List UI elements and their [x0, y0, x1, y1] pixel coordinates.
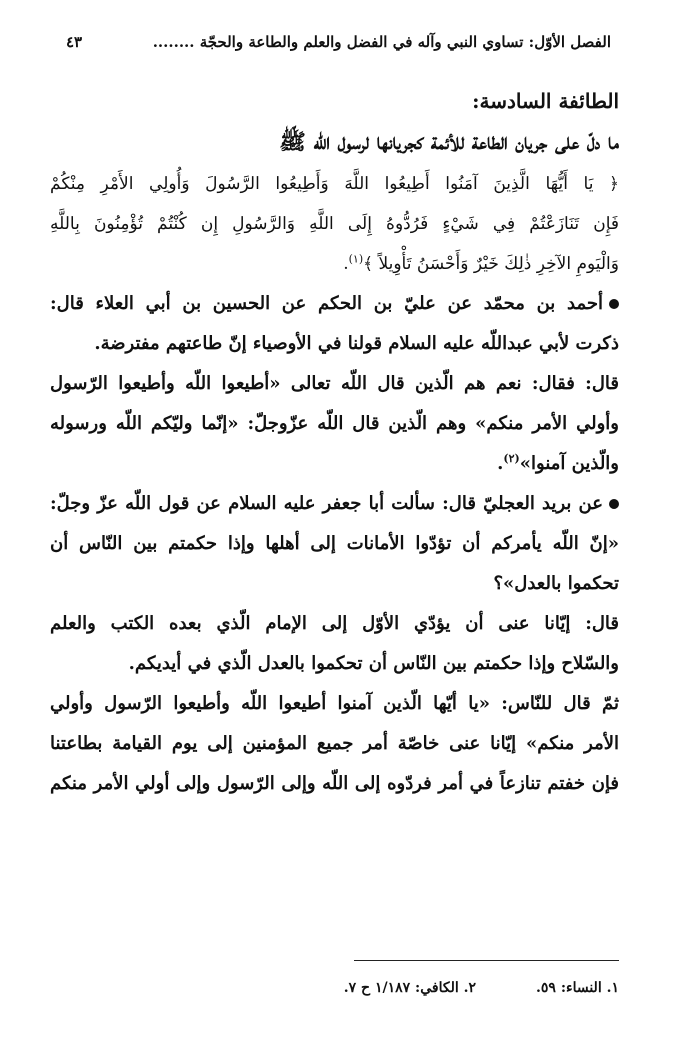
page-number: ٤٣ — [66, 33, 83, 51]
verse-line: ﴿ يَا أَيُّهَا الَّذِينَ آمَنُوا أَطِيعُوا اللَّهَ وَأَطِيعُوا الرَّسُولَ وَأُولِي الأَمْرِ مِنْكُمْ — [50, 174, 619, 194]
verse-line: وَالْيَومِ الآخِرِ ذٰلِكَ خَيْرٌ وَأَحْسَنُ تَأْوِيلاً ﴾$^{(١)}$. — [343, 252, 619, 274]
paragraph-1 — [50, 364, 619, 484]
hadith-2 — [50, 484, 619, 604]
hadith-line: «إنّ اللّه يأمركم أن تؤدّوا الأمانات إلى أهلها وإذا حكمتم بين النّاس أن — [50, 533, 619, 554]
footnote-2: ٢. الكافي: ١/١٨٧ ح ٧. — [343, 980, 477, 996]
quran-verse — [50, 164, 619, 284]
paragraph-line: فإن خفتم تنازعاً في أمر فردّوه إلى اللّه وإلى الرّسول وإلى أولي الأمر منكم — [50, 773, 619, 794]
main-heading: ما دلّ على جريان الطاعة للأئمة كجريانها لرسول اللّه ﷺ — [279, 129, 619, 155]
paragraph-3 — [50, 684, 619, 804]
verse-line: فَإِن تَنَازَعْتُمْ فِي شَيْءٍ فَرُدُّوهُ إِلَى اللَّهِ وَالرَّسُولِ إِن كُنْتُمْ تُؤْمِنُونَ بِاللَّهِ — [50, 214, 619, 234]
bullet-icon — [609, 499, 619, 509]
hadith-line: تحكموا بالعدل»؟ — [493, 573, 619, 594]
paragraph-line-text: والّذين آمنوا» — [519, 453, 619, 474]
page-body — [50, 82, 619, 963]
hadith-line — [50, 484, 619, 524]
hadith-line-text: أحمد بن محمّد عن عليّ بن الحكم عن الحسين بن أبي العلاء قال: — [50, 293, 603, 314]
paragraph-line: الأمر منكم» إيّانا عنى خاصّة أمر جميع المؤمنين إلى يوم القيامة بطاعتنا — [50, 733, 619, 754]
running-header — [66, 30, 611, 54]
hadith-line — [50, 284, 619, 324]
paragraph-line: ثمّ قال للنّاس: «يا أيّها الّذين آمنوا أطيعوا اللّه وأطيعوا الرّسول وأولي — [50, 693, 619, 714]
paragraph-line: والسّلاح وإذا حكمتم بين النّاس أن تحكموا بالعدل الّذي في أيديكم. — [128, 653, 619, 674]
hadith-1 — [50, 284, 619, 364]
paragraph-line: وأولي الأمر منكم» وهم الّذين قال اللّه عزّوجلّ: «إنّما وليّكم اللّه ورسوله — [50, 413, 619, 434]
bullet-icon — [609, 299, 619, 309]
verse-line-text: وَالْيَومِ الآخِرِ ذٰلِكَ خَيْرٌ وَأَحْسَنُ تَأْوِيلاً ﴾ — [363, 254, 619, 274]
footnote-divider — [354, 960, 619, 961]
footnotes — [66, 980, 619, 996]
section-heading: الطائفة السادسة: — [472, 89, 619, 113]
paragraph-2 — [50, 604, 619, 684]
footnote-ref-2: (٢) — [503, 452, 520, 465]
paragraph-line: والّذين آمنوا»$^{(٢)}$. — [497, 452, 619, 474]
footnote-1: ١. النساء: ٥٩. — [536, 980, 619, 996]
paragraph-line: قال: إيّانا عنى أن يؤدّي الأوّل إلى الإمام الّذي بعده الكتب والعلم — [50, 613, 619, 634]
paragraph-line: قال: فقال: نعم هم الّذين قال اللّه تعالى «أطيعوا اللّه وأطيعوا الرّسول — [50, 373, 619, 394]
hadith-line-text: عن بريد العجليّ قال: سألت أبا جعفر عليه السلام عن قول اللّه عزّ وجلّ: — [50, 493, 603, 514]
footnote-ref-1: (١) — [348, 252, 364, 266]
header-title: الفصل الأوّل: تساوي النبي وآله في الفضل والعلم والطاعة والحجّة ........ — [152, 33, 611, 51]
hadith-line: ذكرت لأبي عبداللّه عليه السلام قولنا في الأوصياء إنّ طاعتهم مفترضة. — [94, 333, 619, 354]
